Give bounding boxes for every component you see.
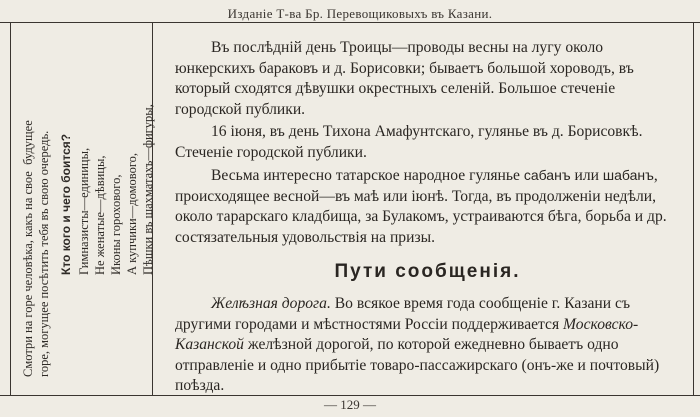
paragraph-june-16: 16 іюня, въ день Тихона Амафунтскаго, гулянье въ д. Борисовкѣ. Стеченіе городской публики. xyxy=(175,123,643,161)
list-item: Иконы горохового, xyxy=(109,174,123,275)
proverb-line-1: Смотри на горе человѣка, какъ на свое будущее xyxy=(21,120,35,377)
sidebar-title: Кто кого и чего боится? xyxy=(59,133,73,275)
list-item: Гимназисты—единицы, xyxy=(77,147,91,275)
paragraph-sabantuy: Весьма интересно татарское народное гулянье сабанъ или шабанъ, происходящее весной—въ маѣ или іюнѣ. Тогда, въ продолженіи недѣли, около тарарскаго кладбища, за Булакомъ, устраиваются бѣга, борьба и др. состязательныя удовольствія на призы. xyxy=(175,167,667,246)
paragraph-railway: Желѣзная дорога. Во всякое время года сообщеніе г. Казани съ другими городами и мѣстностями Россіи поддерживается Московско-Казанской желѣзной дорогой, по которой ежедневно бываетъ одно отправленіе и одно прибытіе товаро-пассажирскаго (онъ-же и почтовый) поѣзда. xyxy=(175,295,660,394)
term-railway: Желѣзная дорога. xyxy=(211,295,331,312)
paragraph-trinity: Въ послѣдній день Троицы—проводы весны на лугу около юнкерскихъ бараковъ и д. Борисовки; бываетъ большой хороводъ, въ который сходятся дѣвушки окрестныхъ селеній. Большое стеченіе городской публики. xyxy=(175,39,634,118)
list-item: Пѣшки въ шахматахъ—фигуры, xyxy=(141,104,155,275)
term-saban: сабанъ xyxy=(523,167,571,183)
section-title: Пути сообщенія. xyxy=(334,261,521,282)
term-shaban: шабанъ xyxy=(602,167,654,183)
term-moscow-kazan: Московско-Казанской xyxy=(175,315,639,353)
page-number: — 129 — xyxy=(324,397,376,412)
proverb-line-2: горе, могущее посѣтить тебя въ свою очередь. xyxy=(37,130,51,377)
sidebar-list xyxy=(76,104,156,275)
sidebar xyxy=(14,22,155,395)
list-item: Не женатые—дѣвицы, xyxy=(93,155,107,275)
sidebar-rotated xyxy=(14,22,155,395)
running-header: Изданіе Т-ва Бр. Перевощиковыхъ въ Казани. xyxy=(227,6,493,21)
sidebar-frame-left xyxy=(10,22,11,395)
page-frame-right xyxy=(693,22,694,395)
sidebar-proverb xyxy=(20,27,52,377)
list-item: А купчики—домового, xyxy=(125,152,139,275)
